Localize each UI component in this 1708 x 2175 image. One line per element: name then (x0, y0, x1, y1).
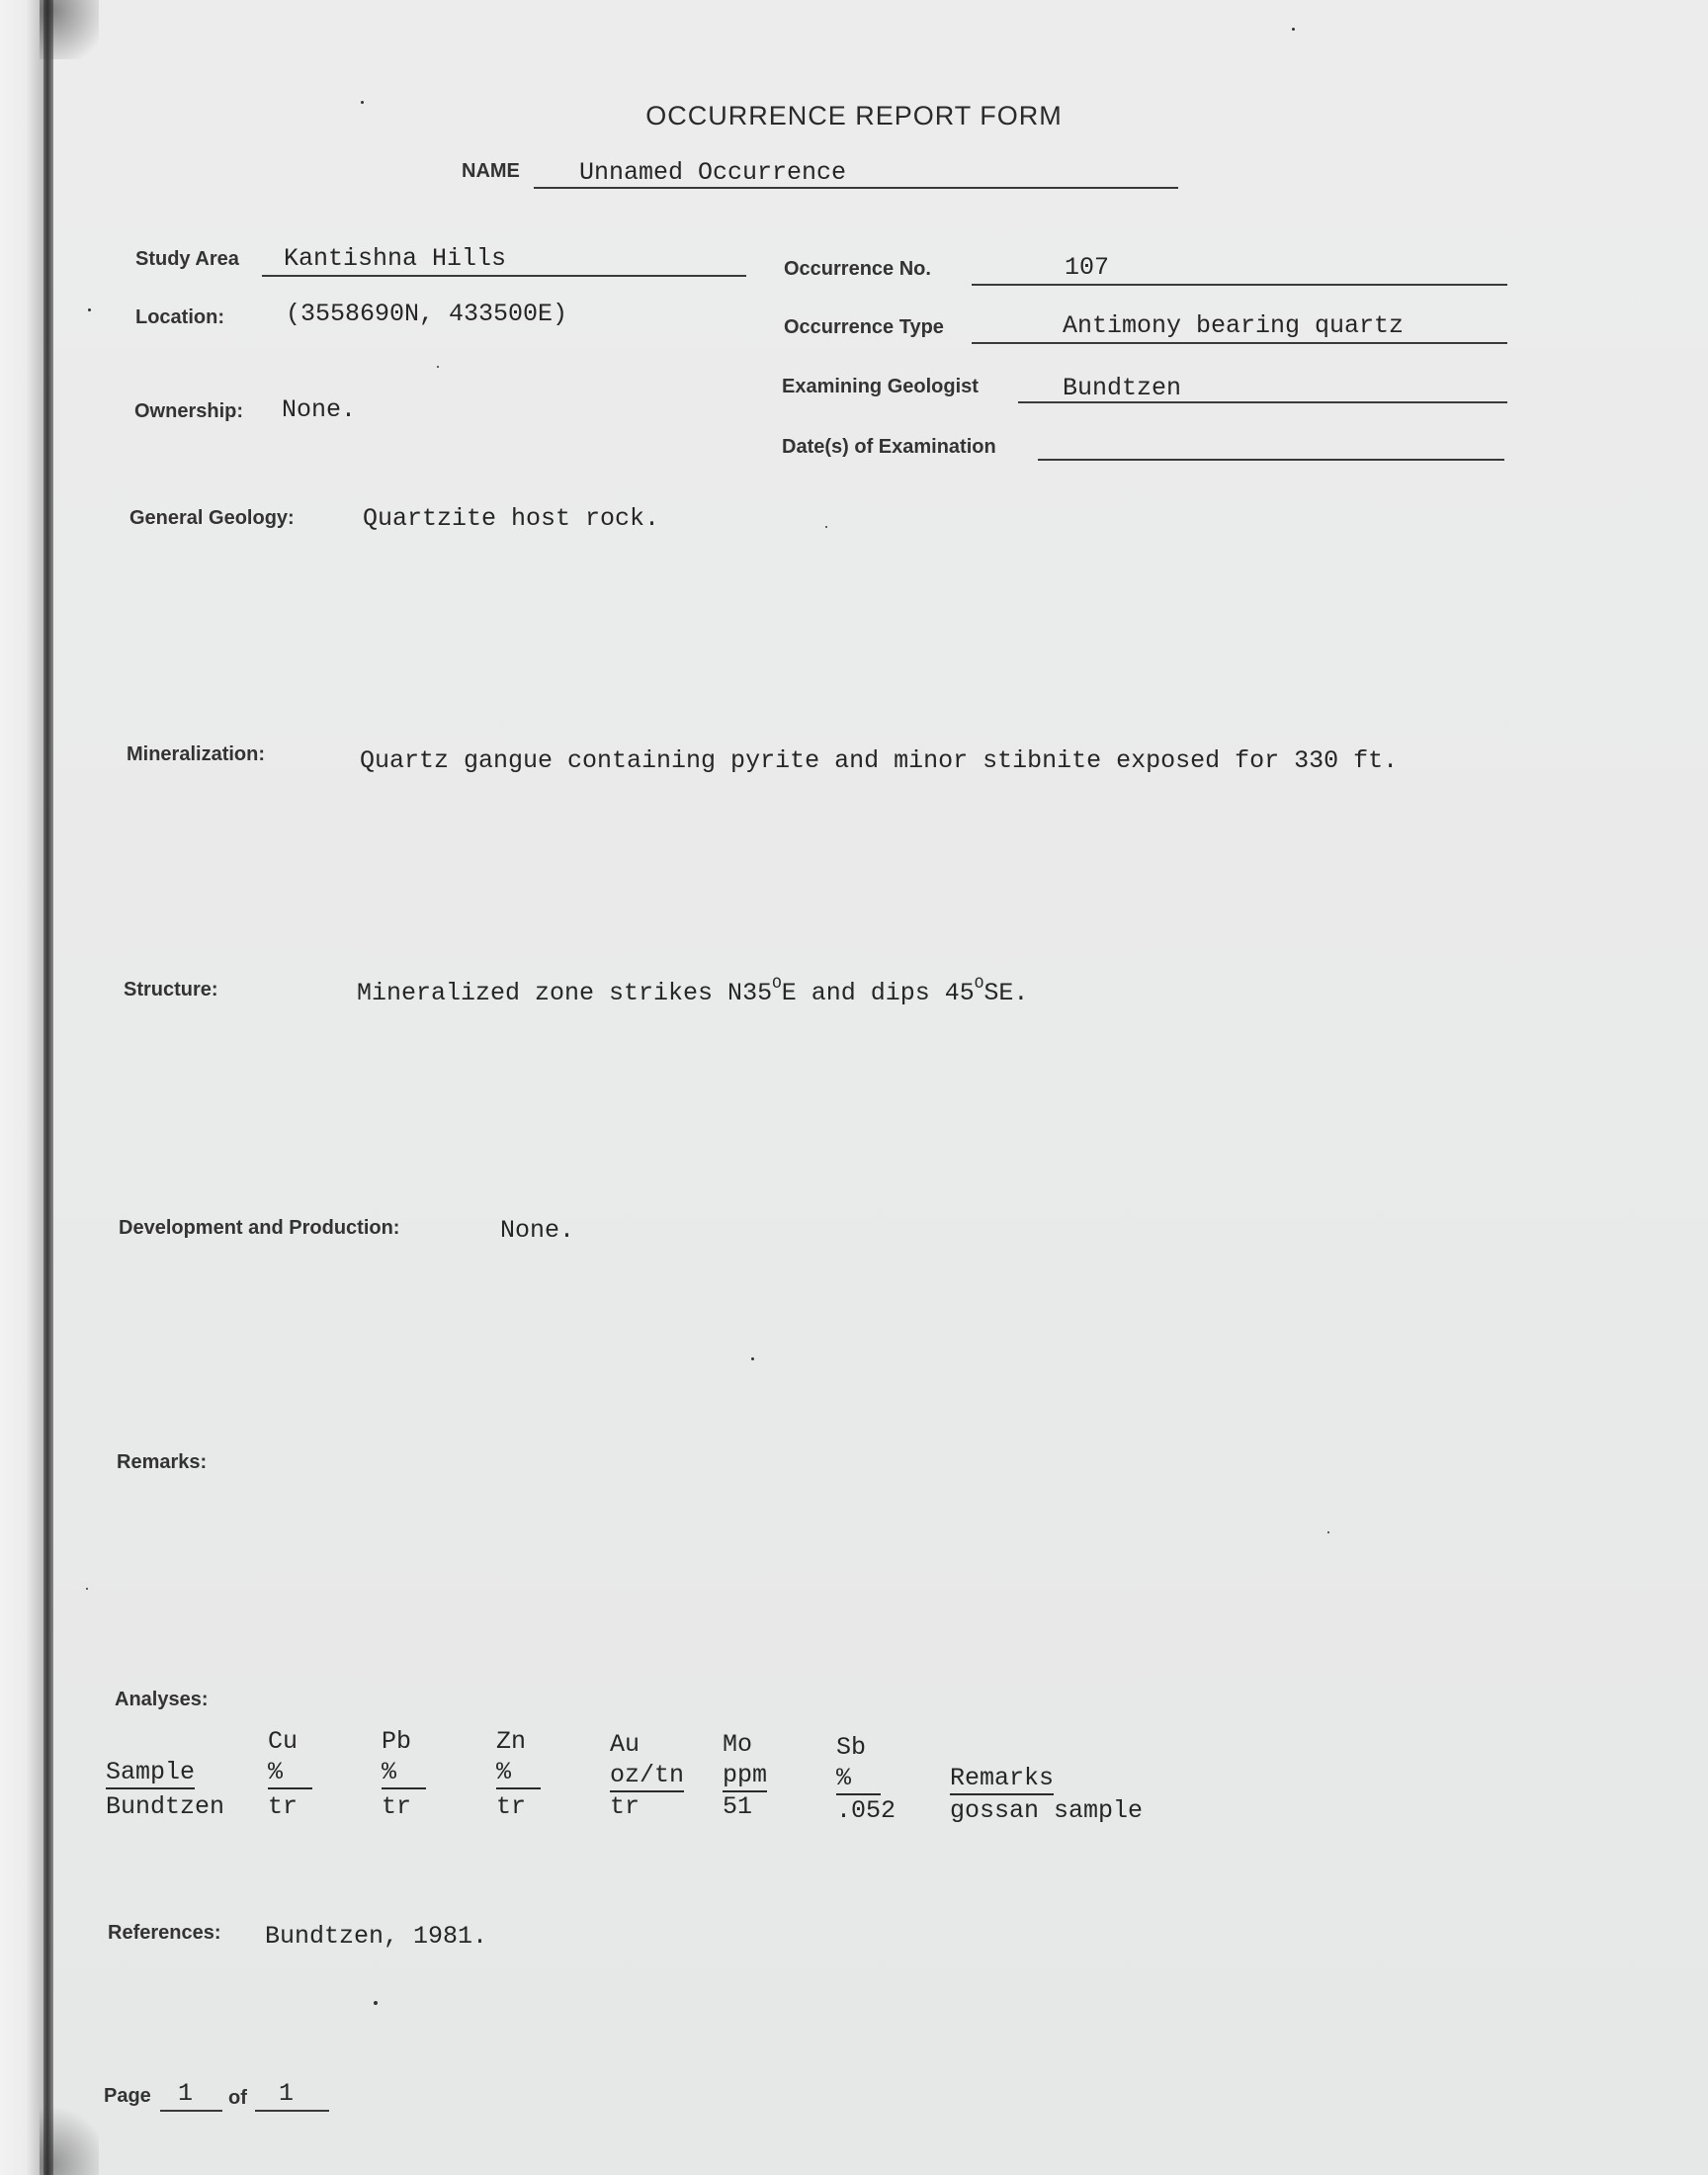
structure-text-3: SE. (983, 979, 1029, 1007)
page-label: Page (104, 2085, 151, 2107)
scan-speck (825, 526, 827, 528)
mineralization-label: Mineralization: (127, 743, 266, 765)
form-title: OCCURRENCE REPORT FORM (645, 101, 1063, 130)
location-label: Location: (135, 306, 224, 328)
structure-label: Structure: (124, 979, 218, 1000)
ownership-value: None. (282, 395, 357, 424)
occurrence-no-label: Occurrence No. (784, 258, 931, 280)
scan-speck (1327, 1531, 1329, 1533)
header-au-unit (610, 1761, 684, 1789)
header-mo-unit-text: ppm (723, 1761, 767, 1792)
page-num-line (160, 2110, 222, 2112)
scan-speck (1292, 28, 1295, 31)
page-total-line (255, 2110, 329, 2112)
development-value: None. (500, 1216, 575, 1245)
cell-zn: tr (496, 1792, 527, 1821)
references-value: Bundtzen, 1981. (265, 1922, 488, 1951)
header-sb-unit (836, 1764, 881, 1792)
scan-speck (437, 366, 439, 368)
structure-text-2: E and dips 45 (781, 979, 975, 1007)
header-cu-unit-text: % (268, 1758, 312, 1789)
header-sample-text: Sample (106, 1758, 195, 1789)
degree-symbol: O (772, 975, 782, 993)
ownership-label: Ownership: (134, 400, 244, 422)
header-zn-unit (496, 1758, 541, 1786)
header-pb-unit-text: % (382, 1758, 426, 1789)
element-sb: Sb (836, 1733, 867, 1762)
general-geology-label: General Geology: (129, 507, 295, 529)
header-pb-unit (382, 1758, 426, 1786)
dates-line (1038, 459, 1504, 461)
cell-mo: 51 (723, 1792, 753, 1821)
header-au-unit-text: oz/tn (610, 1761, 684, 1792)
occurrence-type-label: Occurrence Type (784, 316, 944, 338)
header-sb-unit-text: % (836, 1764, 881, 1795)
cell-au: tr (610, 1792, 640, 1821)
examining-geologist-label: Examining Geologist (782, 376, 979, 397)
element-au: Au (610, 1730, 640, 1759)
cell-sb: .052 (836, 1796, 897, 1825)
scan-speck (88, 308, 91, 311)
examining-geologist-value: Bundtzen (1063, 374, 1182, 402)
scan-speck (86, 1588, 88, 1590)
remarks-label: Remarks: (117, 1451, 208, 1473)
header-mo-unit (723, 1761, 767, 1789)
cell-remarks: gossan sample (950, 1796, 1144, 1825)
degree-symbol: O (974, 975, 984, 993)
header-cu-unit (268, 1758, 312, 1786)
occurrence-no-line (972, 284, 1507, 286)
development-label: Development and Production: (119, 1217, 400, 1239)
occurrence-no-value: 107 (1065, 253, 1110, 282)
header-remarks-text: Remarks (950, 1764, 1054, 1795)
mineralization-value: Quartz gangue containing pyrite and minor stibnite exposed for 330 ft. (360, 746, 1399, 775)
references-label: References: (108, 1922, 221, 1944)
header-zn-unit-text: % (496, 1758, 541, 1789)
cell-sample: Bundtzen (106, 1792, 225, 1821)
occurrence-type-value: Antimony bearing quartz (1063, 311, 1405, 340)
study-area-line (262, 275, 746, 277)
name-value: Unnamed Occurrence (579, 158, 847, 187)
name-label: NAME (462, 160, 520, 182)
header-sample (106, 1758, 195, 1786)
scan-speck (374, 2001, 378, 2005)
element-mo: Mo (723, 1730, 753, 1759)
cell-pb: tr (382, 1792, 412, 1821)
page-edge-shadow (43, 0, 53, 2175)
analyses-label: Analyses: (115, 1689, 209, 1710)
location-value: (3558690N, 433500E) (286, 300, 568, 328)
study-area-label: Study Area (135, 248, 239, 270)
page-of-label: of (228, 2087, 247, 2109)
scan-corner-bottom (40, 2106, 99, 2175)
scan-speck (751, 1357, 754, 1360)
element-zn: Zn (496, 1727, 527, 1756)
structure-value (357, 975, 1029, 1007)
page-total: 1 (279, 2079, 295, 2108)
structure-text-1: Mineralized zone strikes N35 (357, 979, 773, 1007)
page-number: 1 (178, 2079, 194, 2108)
element-cu: Cu (268, 1727, 299, 1756)
dates-label: Date(s) of Examination (782, 436, 996, 458)
name-line (534, 187, 1178, 189)
scan-corner-top (40, 0, 99, 59)
occurrence-type-line (972, 342, 1507, 344)
study-area-value: Kantishna Hills (284, 244, 507, 273)
cell-cu: tr (268, 1792, 299, 1821)
scan-margin (0, 0, 43, 2175)
general-geology-value: Quartzite host rock. (363, 504, 660, 533)
element-pb: Pb (382, 1727, 412, 1756)
header-remarks (950, 1764, 1054, 1792)
